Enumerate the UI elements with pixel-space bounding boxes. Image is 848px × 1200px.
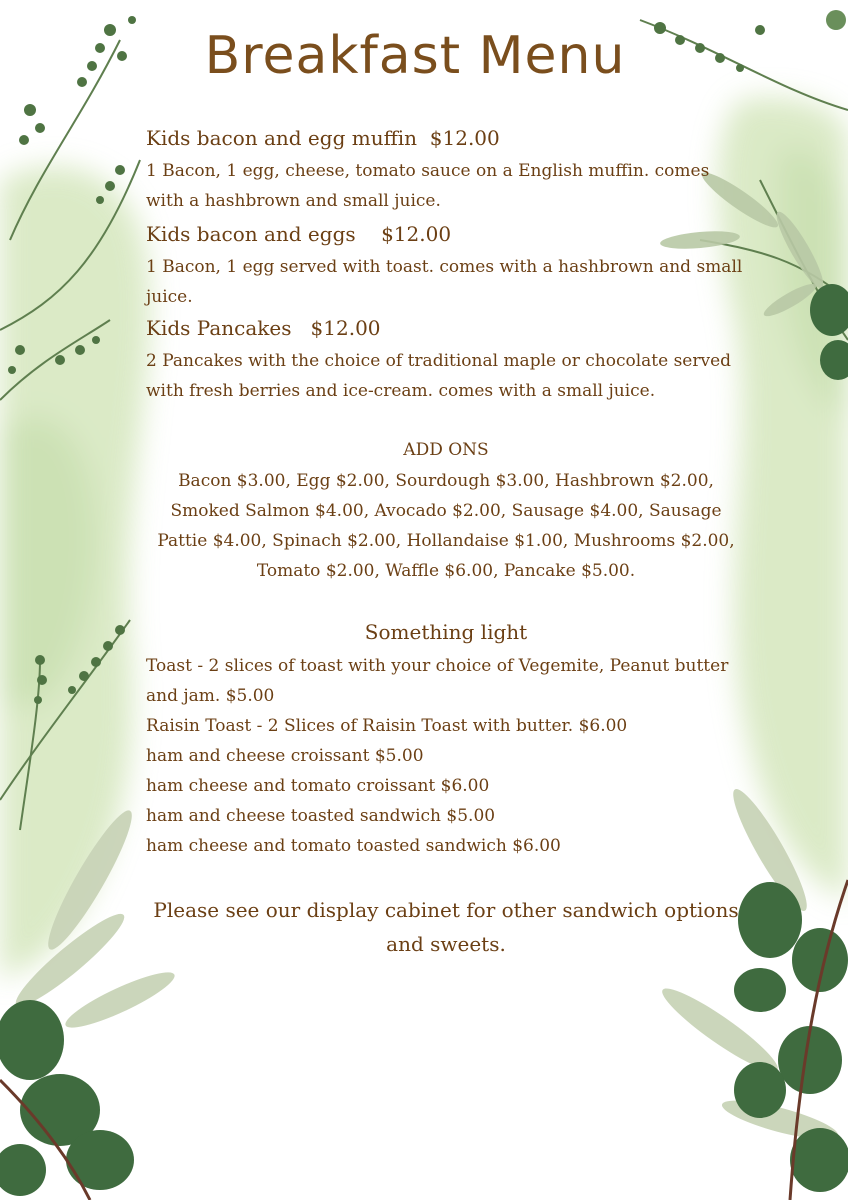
list-item: ham and cheese toasted sandwich $5.00 <box>146 806 496 826</box>
list-item: ham and cheese croissant $5.00 <box>146 746 424 766</box>
menu-item-description: 1 Bacon, 1 egg, cheese, tomato sauce on a English muffin. comes with a hashbrown and small juice. <box>146 161 710 211</box>
addons-heading: ADD ONS <box>403 440 489 460</box>
menu-item-title: Kids Pancakes $12.00 <box>146 316 381 340</box>
display-cabinet-note: Please see our display cabinet for other sandwich options and sweets. <box>153 898 739 956</box>
something-light-list <box>146 651 746 861</box>
addons-list: Bacon $3.00, Egg $2.00, Sourdough $3.00, Hashbrown $2.00, Smoked Salmon $4.00, Avocado $2.00, Sausage $4.00, Sausage Pattie $4.00, Spinach $2.00, Hollandaise $1.00, Mushrooms $2.00, Tomato $2.00, Waffle $6.00, Pancake $5.00. <box>157 471 735 581</box>
list-item: Raisin Toast - 2 Slices of Raisin Toast with butter. $6.00 <box>146 716 628 736</box>
menu-item-description: 1 Bacon, 1 egg served with toast. comes with a hashbrown and small juice. <box>146 257 743 307</box>
menu-item-title: Kids bacon and egg muffin $12.00 <box>146 126 500 150</box>
list-item: ham cheese and tomato toasted sandwich $6.00 <box>146 836 561 856</box>
menu-item-title: Kids bacon and eggs $12.00 <box>146 222 452 246</box>
list-item: ham cheese and tomato croissant $6.00 <box>146 776 490 796</box>
list-item: Toast - 2 slices of toast with your choice of Vegemite, Peanut butter and jam. $5.00 <box>146 656 729 706</box>
menu-item-description: 2 Pancakes with the choice of traditional maple or chocolate served with fresh berries and ice-cream. comes with a small juice. <box>146 351 732 401</box>
something-light-heading: Something light <box>364 620 528 644</box>
menu-title: Breakfast Menu <box>204 26 626 86</box>
